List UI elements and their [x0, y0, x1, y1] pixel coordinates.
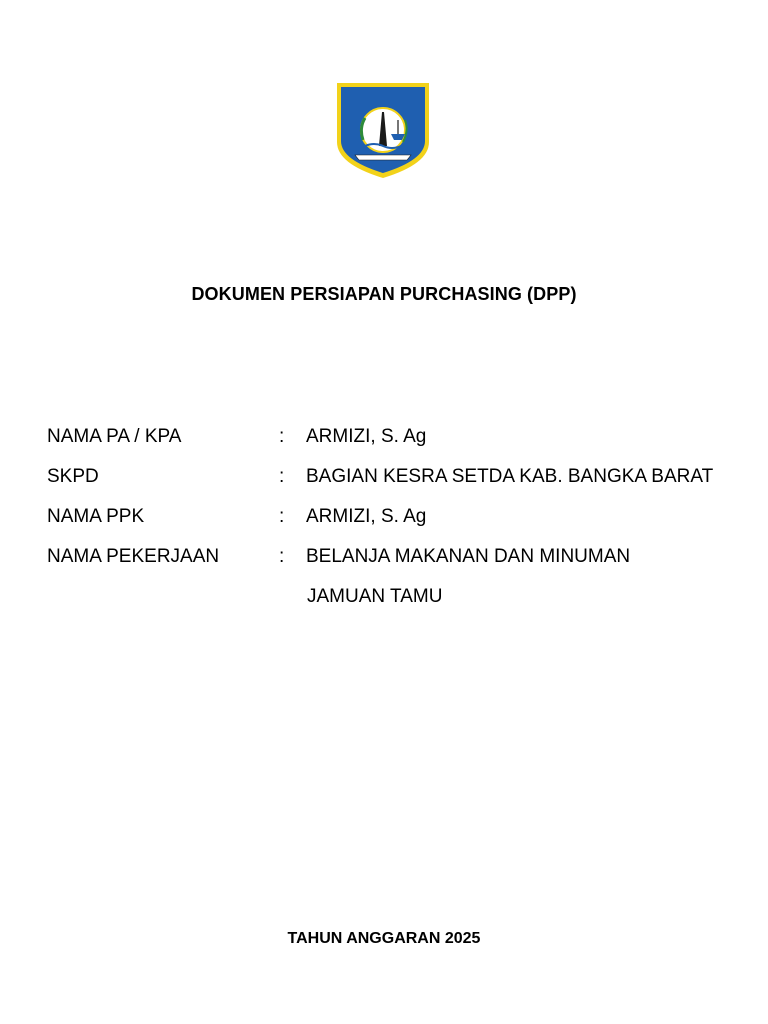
field-label: NAMA PEKERJAAN — [47, 546, 220, 567]
field-value: ARMIZI, S. Ag — [306, 426, 427, 447]
info-row-ppk — [47, 506, 747, 546]
budget-year-footer: TAHUN ANGGARAN 2025 — [287, 930, 481, 947]
scroll-banner-shape — [355, 155, 411, 160]
field-value: BAGIAN KESRA SETDA KAB. BANGKA BARAT — [306, 466, 714, 487]
field-colon: : — [279, 466, 285, 487]
field-colon: : — [279, 426, 285, 447]
regency-emblem-logo — [333, 80, 433, 180]
document-info-table — [47, 426, 747, 626]
field-value: ARMIZI, S. Ag — [306, 506, 427, 527]
field-label: SKPD — [47, 466, 99, 487]
info-row-pekerjaan-continued — [47, 586, 747, 626]
field-value: JAMUAN TAMU — [307, 586, 443, 607]
field-colon: : — [279, 546, 285, 567]
info-row-pa-kpa — [47, 426, 747, 466]
emblem-graphic — [333, 80, 433, 180]
document-title: DOKUMEN PERSIAPAN PURCHASING (DPP) — [191, 284, 577, 304]
field-label: NAMA PPK — [47, 506, 145, 527]
field-colon: : — [279, 506, 285, 527]
info-row-skpd — [47, 466, 747, 506]
info-row-pekerjaan — [47, 546, 747, 586]
field-label: NAMA PA / KPA — [47, 426, 182, 447]
field-value: BELANJA MAKANAN DAN MINUMAN — [306, 546, 631, 567]
